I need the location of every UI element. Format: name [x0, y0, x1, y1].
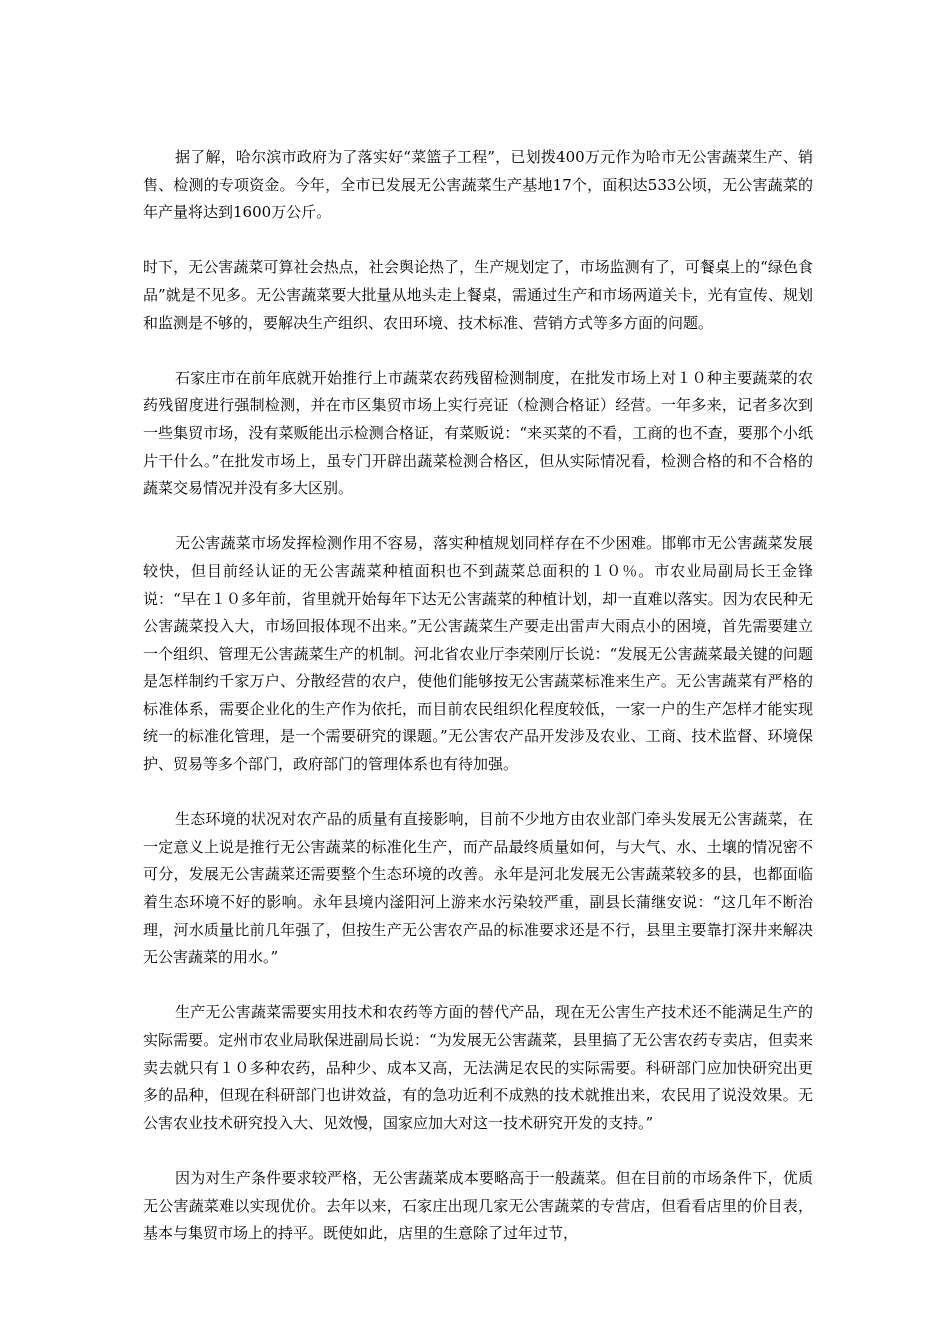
paragraph-7: 因为对生产条件要求较严格，无公害蔬菜成本要略高于一般蔬菜。但在目前的市场条件下，优质无公害蔬菜难以实现优价。去年以来，石家庄出现几家无公害蔬菜的专营店，但看看店里的价目表，基本与集贸市场上的持平。既使如此，店里的生意除了过年过节， [143, 1168, 813, 1243]
paragraph-6: 生产无公害蔬菜需要实用技术和农药等方面的替代产品，现在无公害生产技术还不能满足生产的实际需要。定州市农业局耿保进副局长说：“为发展无公害蔬菜，县里搞了无公害农药专卖店，但卖来卖去就只有１０多种农药，品种少、成本又高，无法满足农民的实际需要。科研部门应加快研究出更多的品种，但现在科研部门也讲效益，有的急功近利不成熟的技术就推出来，农民用了说没效果。无公害农业技术研究投入大、见效慢，国家应加大对这一技术研究开发的支持。” [143, 1003, 813, 1132]
paragraph-1: 据了解，哈尔滨市政府为了落实好“菜篮子工程”，已划拨400万元作为哈市无公害蔬菜生产、销售、检测的专项资金。今年，全市已发展无公害蔬菜生产基地17个，面积达533公顷，无公害蔬菜的年产量将达到1600万公斤。 [143, 148, 813, 222]
paragraph-4: 无公害蔬菜市场发挥检测作用不容易，落实种植规划同样存在不少困难。邯郸市无公害蔬菜发展较快，但目前经认证的无公害蔬菜种植面积也不到蔬菜总面积的１０％。市农业局副局长王金锋说：“早在１０多年前，省里就开始每年下达无公害蔬菜的种植计划，却一直难以落实。因为农民种无公害蔬菜投入大，市场回报体现不出来。”无公害蔬菜生产要走出雷声大雨点小的困境，首先需要建立一个组织、管理无公害蔬菜生产的机制。河北省农业厅李荣刚厅长说：“发展无公害蔬菜最关键的问题是怎样制约千家万户、分散经营的农户，使他们能够按无公害蔬菜标准来生产。无公害蔬菜有严格的标准体系，需要企业化的生产作为依托，而目前农民组织化程度较低，一家一户的生产怎样才能实现统一的标准化管理，是一个需要研究的课题。”无公害农产品开发涉及农业、工商、技术监督、环境保护、贸易等多个部门，政府部门的管理体系也有待加强。 [143, 534, 813, 774]
paragraph-5: 生态环境的状况对农产品的质量有直接影响，目前不少地方由农业部门牵头发展无公害蔬菜，在一定意义上说是推行无公害蔬菜的标准化生产，而产品最终质量如何，与大气、水、土壤的情况密不可分，发展无公害蔬菜还需要整个生态环境的改善。永年是河北发展无公害蔬菜较多的县，也都面临着生态环境不好的影响。永年县境内滏阳河上游来水污染较严重，副县长蒲继安说：“这几年不断治理，河水质量比前几年强了，但按生产无公害农产品的标准要求还是不行，县里主要靠打深井来解决无公害蔬菜的用水。” [143, 810, 813, 967]
paragraph-3: 石家庄市在前年底就开始推行上市蔬菜农药残留检测制度，在批发市场上对１０种主要蔬菜的农药残留度进行强制检测，并在市区集贸市场上实行亮证（检测合格证）经营。一年多来，记者多次到一些集贸市场，没有菜贩能出示检测合格证，有菜贩说：“来买菜的不看，工商的也不查，要那个小纸片干什么。”在批发市场上，虽专门开辟出蔬菜检测合格区，但从实际情况看，检测合格的和不合格的蔬菜交易情况并没有多大区别。 [143, 368, 813, 498]
paragraph-2: 时下，无公害蔬菜可算社会热点，社会舆论热了，生产规划定了，市场监测有了，可餐桌上的“绿色食品”就是不见多。无公害蔬菜要大批量从地头走上餐桌，需通过生产和市场两道关卡，光有宣传、规划和监测是不够的，要解决生产组织、农田环境、技术标准、营销方式等多方面的问题。 [143, 258, 813, 332]
article-body [143, 144, 813, 1275]
